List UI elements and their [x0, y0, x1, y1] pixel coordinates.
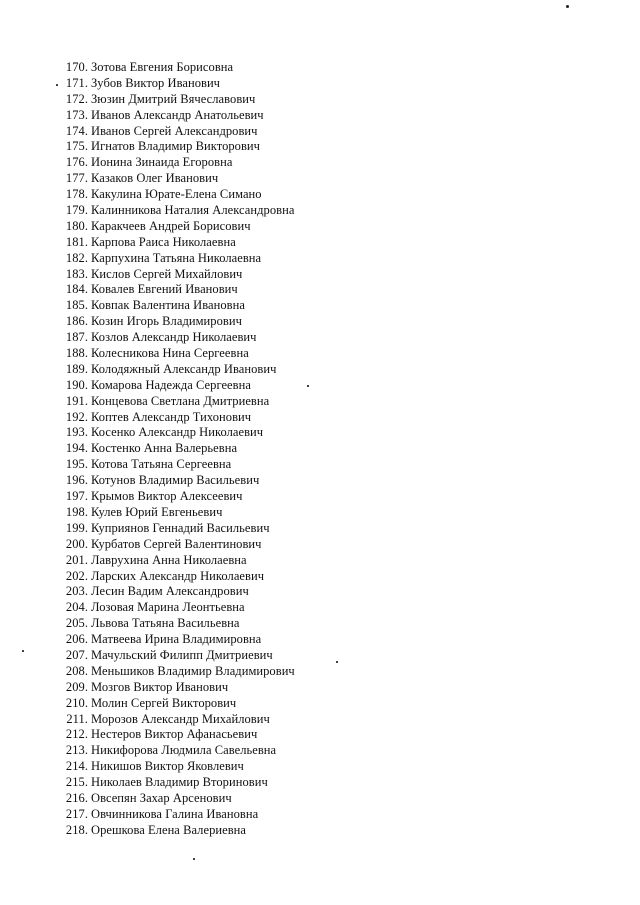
list-item — [60, 235, 295, 251]
list-item — [60, 76, 295, 92]
entry-number: 178. — [65, 187, 88, 202]
entry-full-name: Николаев Владимир Вторинович — [91, 775, 268, 790]
list-item — [60, 139, 295, 155]
list-item — [60, 616, 295, 632]
entry-full-name: Иванов Сергей Александрович — [91, 123, 258, 138]
entry-number: 206. — [65, 632, 88, 647]
entry-full-name: Мозгов Виктор Иванович — [91, 679, 229, 694]
entry-number: 205. — [65, 616, 88, 631]
entry-full-name: Костенко Анна Валерьевна — [91, 441, 238, 456]
entry-full-name: Козин Игорь Владимирович — [91, 314, 242, 329]
entry-number: 194. — [65, 441, 88, 456]
entry-number: 211. — [66, 711, 88, 726]
scan-speck — [22, 650, 24, 652]
entry-number: 196. — [65, 473, 88, 488]
list-item — [60, 314, 295, 330]
entry-number: 193. — [65, 425, 88, 440]
list-item — [60, 155, 295, 171]
entry-number: 183. — [65, 266, 88, 281]
entry-full-name: Козлов Александр Николаевич — [91, 330, 257, 345]
entry-number: 202. — [65, 568, 88, 583]
entry-full-name: Ковалев Евгений Иванович — [91, 282, 238, 297]
entry-full-name: Карпухина Татьяна Николаевна — [91, 250, 262, 265]
entry-full-name: Овчинникова Галина Ивановна — [91, 806, 259, 821]
entry-number: 200. — [65, 536, 88, 551]
entry-full-name: Овсепян Захар Арсенович — [91, 790, 232, 805]
entry-full-name: Колесникова Нина Сергеевна — [91, 346, 249, 361]
entry-number: 218. — [65, 822, 88, 837]
entry-full-name: Львова Татьяна Васильевна — [91, 616, 240, 631]
entry-number: 171. — [65, 75, 88, 90]
entry-number: 177. — [65, 171, 88, 186]
entry-full-name: Комарова Надежда Сергеевна — [91, 377, 251, 392]
scan-speck — [307, 385, 309, 387]
list-item — [60, 473, 295, 489]
list-item — [60, 791, 295, 807]
entry-number: 204. — [65, 600, 88, 615]
list-item — [60, 505, 295, 521]
list-item — [60, 92, 295, 108]
entry-full-name: Котова Татьяна Сергеевна — [91, 457, 232, 472]
entry-number: 198. — [65, 504, 88, 519]
entry-full-name: Морозов Александр Михайлович — [91, 711, 270, 726]
list-item — [60, 807, 295, 823]
list-item — [60, 251, 295, 267]
scan-speck — [56, 84, 58, 86]
entry-full-name: Каракчеев Андрей Борисович — [91, 218, 251, 233]
entry-number: 172. — [65, 91, 88, 106]
entry-full-name: Косенко Александр Николаевич — [91, 425, 264, 440]
list-item — [60, 330, 295, 346]
entry-full-name: Никишов Виктор Яковлевич — [91, 759, 244, 774]
entry-full-name: Карпова Раиса Николаевна — [91, 234, 236, 249]
list-item — [60, 267, 295, 283]
entry-number: 197. — [65, 489, 88, 504]
entry-number: 187. — [65, 330, 88, 345]
list-item — [60, 441, 295, 457]
entry-number: 217. — [65, 806, 88, 821]
entry-full-name: Зубов Виктор Иванович — [91, 75, 221, 90]
entry-full-name: Молин Сергей Викторович — [91, 695, 237, 710]
entry-number: 186. — [65, 314, 88, 329]
entry-number: 210. — [65, 695, 88, 710]
entry-full-name: Куприянов Геннадий Васильевич — [91, 520, 270, 535]
entry-full-name: Зотова Евгения Борисовна — [91, 60, 234, 74]
list-item — [60, 759, 295, 775]
entry-full-name: Котунов Владимир Васильевич — [91, 473, 260, 488]
entry-number: 174. — [65, 123, 88, 138]
list-item — [60, 632, 295, 648]
entry-number: 214. — [65, 759, 88, 774]
list-item — [60, 680, 295, 696]
list-item — [60, 648, 295, 664]
entry-number: 209. — [65, 679, 88, 694]
entry-number: 191. — [65, 393, 88, 408]
entry-number: 203. — [65, 584, 88, 599]
list-item — [60, 203, 295, 219]
list-item — [60, 362, 295, 378]
list-item — [60, 696, 295, 712]
entry-number: 184. — [65, 282, 88, 297]
list-item — [60, 378, 295, 394]
list-item — [60, 775, 295, 791]
list-item — [60, 219, 295, 235]
name-list — [60, 60, 295, 839]
entry-full-name: Иванов Александр Анатольевич — [91, 107, 264, 122]
entry-full-name: Никифорова Людмила Савельевна — [91, 743, 277, 758]
list-item — [60, 664, 295, 680]
entry-full-name: Матвеева Ирина Владимировна — [91, 632, 262, 647]
entry-number: 215. — [65, 775, 88, 790]
entry-number: 195. — [65, 457, 88, 472]
list-item — [60, 60, 295, 76]
list-item — [60, 108, 295, 124]
entry-full-name: Колодяжный Александр Иванович — [91, 361, 277, 376]
list-item — [60, 600, 295, 616]
entry-number: 176. — [65, 155, 88, 170]
list-item — [60, 187, 295, 203]
list-item — [60, 298, 295, 314]
list-item — [60, 410, 295, 426]
list-item — [60, 171, 295, 187]
list-item — [60, 569, 295, 585]
entry-number: 199. — [65, 520, 88, 535]
entry-full-name: Лаврухина Анна Николаевна — [91, 552, 247, 567]
list-item — [60, 346, 295, 362]
entry-full-name: Крымов Виктор Алексеевич — [91, 489, 243, 504]
entry-number: 188. — [65, 346, 88, 361]
list-item — [60, 553, 295, 569]
entry-full-name: Меньшиков Владимир Владимирович — [91, 663, 295, 678]
list-item — [60, 124, 295, 140]
entry-number: 175. — [65, 139, 88, 154]
entry-number: 190. — [65, 377, 88, 392]
list-item — [60, 489, 295, 505]
entry-number: 201. — [65, 552, 88, 567]
scan-speck — [566, 5, 569, 8]
entry-number: 189. — [65, 361, 88, 376]
entry-number: 208. — [65, 663, 88, 678]
entry-full-name: Коптев Александр Тихонович — [91, 409, 252, 424]
entry-number: 170. — [65, 60, 88, 74]
entry-full-name: Орешкова Елена Валериевна — [91, 822, 246, 837]
entry-full-name: Ионина Зинаида Егоровна — [91, 155, 233, 170]
entry-full-name: Ларских Александр Николаевич — [91, 568, 265, 583]
list-item — [60, 457, 295, 473]
list-item — [60, 521, 295, 537]
entry-full-name: Зюзин Дмитрий Вячеславович — [91, 91, 256, 106]
entry-number: 180. — [65, 218, 88, 233]
entry-number: 173. — [65, 107, 88, 122]
list-item — [60, 823, 295, 839]
entry-full-name: Какулина Юрате-Елена Симано — [91, 187, 262, 202]
list-item — [60, 425, 295, 441]
entry-number: 216. — [65, 790, 88, 805]
scan-speck — [336, 661, 338, 663]
entry-full-name: Казаков Олег Иванович — [91, 171, 219, 186]
entry-number: 179. — [65, 203, 88, 218]
scan-speck — [193, 858, 195, 860]
list-item — [60, 727, 295, 743]
entry-full-name: Ковпак Валентина Ивановна — [91, 298, 245, 313]
entry-number: 213. — [65, 743, 88, 758]
entry-number: 182. — [65, 250, 88, 265]
entry-full-name: Кислов Сергей Михайлович — [91, 266, 243, 281]
entry-full-name: Лозовая Марина Леонтьевна — [91, 600, 245, 615]
entry-full-name: Нестеров Виктор Афанасьевич — [91, 727, 258, 742]
entry-full-name: Курбатов Сергей Валентинович — [91, 536, 262, 551]
entry-full-name: Мачульский Филипп Дмитриевич — [91, 647, 273, 662]
entry-full-name: Лесин Вадим Александрович — [91, 584, 249, 599]
entry-full-name: Концевова Светлана Дмитриевна — [91, 393, 270, 408]
entry-number: 207. — [65, 647, 88, 662]
entry-full-name: Калинникова Наталия Александровна — [91, 203, 295, 218]
list-item — [60, 537, 295, 553]
list-item — [60, 712, 295, 728]
list-item — [60, 394, 295, 410]
entry-number: 181. — [65, 234, 88, 249]
entry-number: 212. — [65, 727, 88, 742]
entry-number: 192. — [65, 409, 88, 424]
list-item — [60, 584, 295, 600]
list-item — [60, 743, 295, 759]
entry-full-name: Игнатов Владимир Викторович — [91, 139, 261, 154]
list-item — [60, 282, 295, 298]
entry-number: 185. — [65, 298, 88, 313]
entry-full-name: Кулев Юрий Евгеньевич — [91, 504, 223, 519]
